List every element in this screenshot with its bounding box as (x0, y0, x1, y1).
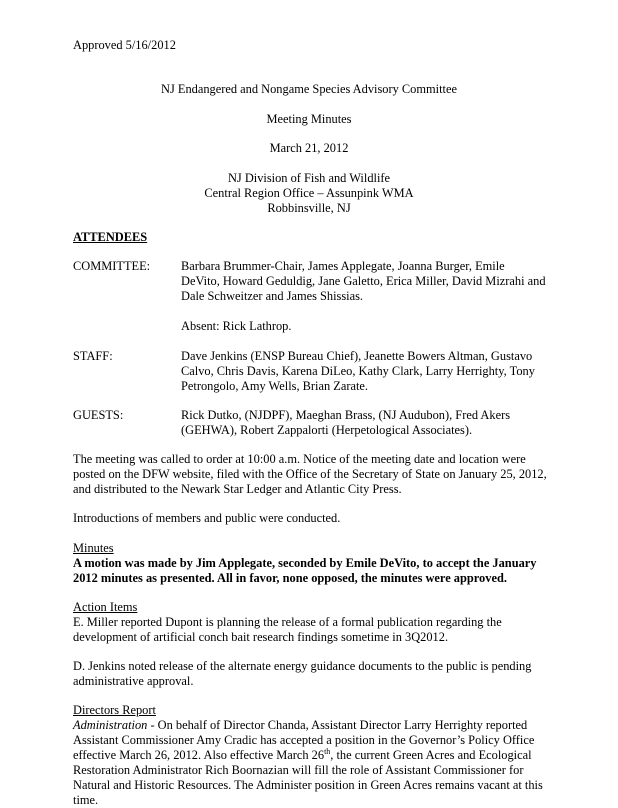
directors-report-heading: Directors Report (73, 703, 156, 717)
directors-report-paragraph (73, 718, 548, 808)
meeting-date: March 21, 2012 (269, 141, 349, 155)
administration-label: Administration (73, 718, 148, 732)
location-line-3: Robbinsville, NJ (267, 201, 351, 215)
directors-report-text-1: - On behalf of Director Chanda, Assistant Director Larry Herrighty reported Assistant Commissioner Amy Cradic has accepted a position in the Governor’s Policy Office effective March 26, 2012. Also effective March 26 (73, 718, 535, 762)
action-item-1: E. Miller reported Dupont is planning the release of a formal publication regarding the development of artificial conch bait research findings sometime in 3Q2012. (73, 615, 502, 644)
committee-label: COMMITTEE: (73, 259, 151, 273)
document-title: Meeting Minutes (266, 112, 352, 126)
action-items-heading: Action Items (73, 600, 138, 614)
location-line-2: Central Region Office – Assunpink WMA (204, 186, 414, 200)
action-item-2: D. Jenkins noted release of the alternate energy guidance documents to the public is pending administrative approval. (73, 659, 532, 688)
staff-label: STAFF: (73, 349, 113, 363)
call-to-order-paragraph: The meeting was called to order at 10:00 a.m. Notice of the meeting date and location were posted on the DFW website, filed with the Office of the Secretary of State on January 25, 2012, and distributed to the Newark Star Ledger and Atlantic City Press. (73, 452, 547, 496)
directors-report-text-2: , the current Green Acres and Ecological Restoration Administrator Rich Boornazian will fill the role of Assistant Commissioner for Natural and Historic Resources. The Administer position in Green Acres remains vacant at this time. (73, 748, 543, 807)
minutes-motion: A motion was made by Jim Applegate, seconded by Emile DeVito, to accept the January 2012 minutes as presented. All in favor, none opposed, the minutes were approved. (73, 556, 537, 585)
ordinal-suffix: th (324, 746, 331, 756)
location-line-1: NJ Division of Fish and Wildlife (227, 171, 391, 185)
guests-label: GUESTS: (73, 408, 124, 422)
approved-date: Approved 5/16/2012 (73, 38, 176, 52)
committee-name: NJ Endangered and Nongame Species Advisory Committee (161, 82, 457, 96)
absent-members: Absent: Rick Lathrop. (181, 319, 292, 333)
attendees-heading: ATTENDEES (73, 230, 148, 244)
guests-members: Rick Dutko, (NJDPF), Maeghan Brass, (NJ Audubon), Fred Akers (GEHWA), Robert Zappalorti (Herpetological Associates). (181, 408, 511, 437)
staff-members: Dave Jenkins (ENSP Bureau Chief), Jeanette Bowers Altman, Gustavo Calvo, Chris Davis, Karena DiLeo, Kathy Clark, Larry Herrighty, Tony Petrongolo, Amy Wells, Brian Zarate. (181, 349, 535, 393)
introductions-paragraph: Introductions of members and public were conducted. (73, 511, 341, 525)
committee-members: Barbara Brummer-Chair, James Applegate, Joanna Burger, Emile DeVito, Howard Geduldig, Jane Galetto, Erica Miller, David Mizrahi and Dale Schweitzer and James Shissias. (181, 259, 546, 303)
minutes-heading: Minutes (73, 541, 114, 555)
